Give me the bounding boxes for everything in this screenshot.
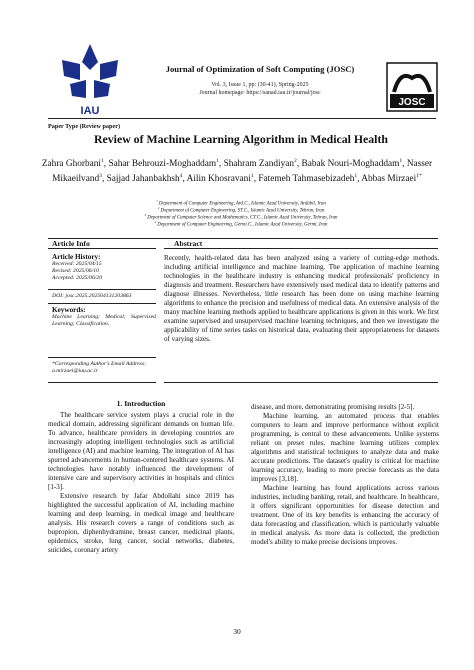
left-column bbox=[48, 399, 234, 555]
doi[interactable]: DOI: josc.2025.202504131203863 bbox=[52, 293, 132, 299]
info-divider bbox=[48, 289, 156, 290]
author: Nasser Mikaeilvand$^3$, bbox=[52, 159, 433, 185]
author: Babak Nouri-Moghaddam$^1$, bbox=[301, 158, 407, 170]
right-column bbox=[251, 403, 439, 547]
corresponding-email[interactable]: *Corresponding Author's Email Address: a.mirzaei@iau.ac.ir bbox=[52, 361, 146, 375]
paper-title: Review of Machine Learning Algorithm in Medical Health bbox=[94, 132, 388, 146]
affiliation: $^4$ Department of Computer Engineering, Germi.C., Islamic Azad University, Germi, Iran bbox=[154, 220, 328, 228]
journal-logo bbox=[386, 62, 438, 112]
keywords: Machine Learning; Medical; Supervised Learning; Classification. bbox=[52, 314, 156, 328]
box-top-rule bbox=[48, 238, 438, 239]
affiliation: $^1$ Department of Computer Engineering, Ard.C., Islamic Azad University, Ardabil, Iran bbox=[156, 199, 326, 207]
author: Sajjad Jahanbakhsh$^4$, bbox=[106, 173, 187, 185]
info-divider bbox=[48, 357, 156, 358]
author: Ailin Khosravani$^1$, bbox=[186, 173, 259, 185]
author-list bbox=[40, 155, 434, 185]
paper-type: Paper Type (Review paper) bbox=[48, 123, 121, 130]
section-heading: 1. Introduction bbox=[116, 399, 166, 408]
affiliation: $^2$ Department of Computer Engineering, ST.C., Islamic Azad University, Tehran, Iran bbox=[157, 206, 325, 214]
paragraph: disease, and more, demonstrating promising results [2-5]. bbox=[251, 403, 415, 411]
author: Sahar Behrouzi-Moghaddam$^1$, bbox=[108, 158, 224, 170]
info-label-rule bbox=[48, 248, 156, 249]
header-rule bbox=[48, 118, 436, 119]
paragraph: Machine learning has found applications across various industries, including banking, retail, and healthcare. In healthcare, it offers significant opportunities for disease detection and treatment. One of its key benefits is enhancing the accuracy of data forecasting and classification, which is particularly valuable in medical analysis. As more data is collected, the prediction model's ability to make precise decisions improves. bbox=[251, 484, 439, 546]
abstract-label: Abstract bbox=[174, 239, 203, 248]
journal-homepage[interactable]: Journal homepage: https://sanad.iau.ir/journal/josc bbox=[199, 90, 321, 96]
article-info-label: Article Info bbox=[52, 239, 90, 248]
author: Abbas Mirzaei$^{1*}$ bbox=[361, 173, 422, 185]
author: Shahram Zandiyan$^2$, bbox=[223, 158, 302, 170]
history-label: Article History: bbox=[52, 253, 101, 261]
received-date: Received: 2025/04/15 bbox=[52, 261, 102, 267]
article-history bbox=[52, 253, 156, 283]
box-bottom-rule bbox=[48, 382, 156, 383]
keywords-label: Keywords: bbox=[52, 306, 86, 314]
paragraph: Extensive research by Jafar Abdollahi since 2019 has highlighted the successful application of AI, including machine learning and deep learning, in medical image and healthcare analysis. His research covers a range of conditions such as bupropion, diphenhydramine, breast cancer, medicinal plants, epidemics, stroke, lung cancer, social networks, diabetes, suicides, coronary artery bbox=[48, 492, 234, 554]
university-logo bbox=[50, 40, 130, 120]
university-logo-text: IAU bbox=[80, 105, 100, 117]
paragraph: The healthcare service system plays a crucial role in the medical domain, addressing significant demands on human life. To advance, healthcare providers in developing countries are increasingly adopting intelligent technologies such as artificial intelligence (AI) and machine learning. The integration of AI has spurred advancements in human-centered healthcare systems. AI technologies have notably influenced the development of intensive care and supervisory activities in hospitals and clinics [1-3]. bbox=[48, 411, 234, 491]
abstract-label-rule bbox=[164, 248, 438, 249]
keywords-block bbox=[52, 306, 156, 328]
paragraph: Machine learning, an automated process that enables computers to learn and improve performance without explicit programming, is central to these advancements. Unlike systems reliant on preset rules, machine learning utilizes complex algorithms and statistical techniques to analyze data and make accurate predictions. The dataset's quality is critical for machine learning accuracy, leading to more precise forecasts as the data improves [3,18]. bbox=[251, 412, 439, 483]
info-divider bbox=[48, 303, 156, 304]
box-bottom-rule bbox=[164, 382, 438, 383]
abstract-text: Recently, health-related data has been analyzed using a variety of cutting-edge methods, including artificial intelligence and machine learning. The application of machine learning technologies in the healthcare industry is enhancing medical professionals' proficiency in diagnosis and treatment. Researchers have extensively used medical data to identify patterns and diagnose illnesses. Nevertheless, little research has been done on using machine learning algorithms to enhance the precision and usefulness of medical data. An extensive analysis of the many machine learning methods applied to healthcare applications is given in this work. We first examine supervised and unsupervised machine learning techniques, and then we investigate the applicability of time series tasks on historical data, evaluating their appropriateness for datasets of varying sizes. bbox=[164, 254, 439, 343]
page-number: 30 bbox=[233, 627, 241, 636]
affiliation: $^3$ Department of Computer Science and Mathematics, CT.C., Islamic Azad University, Tehran, Iran bbox=[144, 213, 338, 221]
revised-date: Revised: 2025/06/10 bbox=[52, 268, 99, 275]
author: Fatemeh Tahmasebizadeh$^1$, bbox=[258, 173, 362, 185]
journal-volume: Vol. 3, Issue 1, pp: (30-41), Spring-2025 bbox=[211, 82, 309, 88]
journal-logo-text: JOSC bbox=[398, 97, 426, 108]
accepted-date: Accepted: 2025/06/20 bbox=[52, 275, 103, 282]
journal-title: Journal of Optimization of Soft Computing (JOSC) bbox=[165, 64, 355, 74]
author: Zahra Ghorbani$^1$, bbox=[41, 158, 109, 170]
